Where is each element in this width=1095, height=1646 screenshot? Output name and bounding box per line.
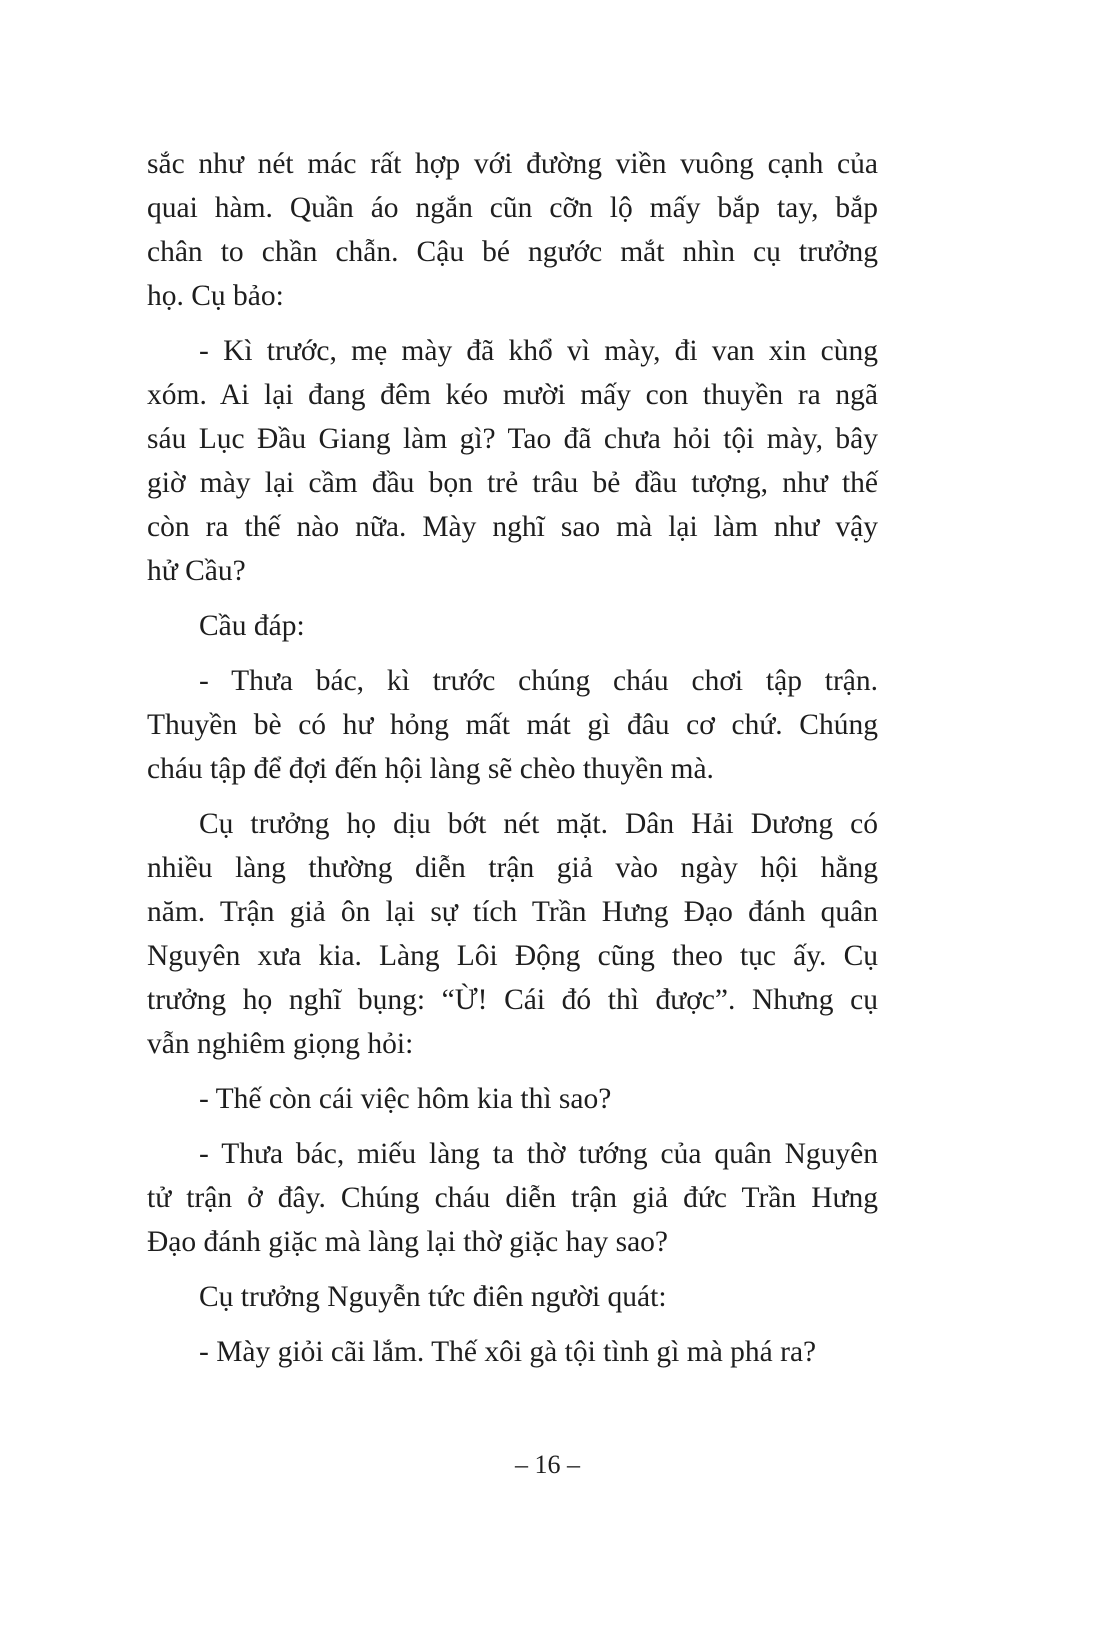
text-line: tử trận ở đây. Chúng cháu diễn trận giả đức Trần Hưng (147, 1182, 878, 1214)
paragraph (147, 802, 878, 1066)
page-body (147, 142, 878, 1385)
text-line: giờ mày lại cầm đầu bọn trẻ trâu bẻ đầu tượng, như thế (147, 467, 878, 499)
page-number: – 16 – (515, 1450, 580, 1479)
text-line: cháu tập để đợi đến hội làng sẽ chèo thuyền mà. (147, 753, 714, 785)
paragraph (147, 1275, 878, 1319)
text-line: sáu Lục Đầu Giang làm gì? Tao đã chưa hỏi tội mày, bây (147, 423, 878, 455)
paragraph (147, 142, 878, 318)
text-line: - Thưa bác, miếu làng ta thờ tướng của quân Nguyên (199, 1138, 878, 1170)
text-line: còn ra thế nào nữa. Mày nghĩ sao mà lại làm như vậy (147, 511, 878, 543)
text-line: - Thưa bác, kì trước chúng cháu chơi tập trận. (199, 665, 878, 697)
text-line: sắc như nét mác rất hợp với đường viền vuông cạnh của (147, 148, 878, 180)
paragraph (147, 659, 878, 791)
paragraph (147, 1077, 878, 1121)
text-line: họ. Cụ bảo: (147, 280, 284, 312)
text-line: Đạo đánh giặc mà làng lại thờ giặc hay sao? (147, 1226, 669, 1258)
paragraph (147, 1132, 878, 1264)
text-line: chân to chần chẫn. Cậu bé ngước mắt nhìn cụ trưởng (147, 236, 878, 268)
text-line: - Mày giỏi cãi lắm. Thế xôi gà tội tình gì mà phá ra? (199, 1336, 817, 1368)
text-line: - Kì trước, mẹ mày đã khổ vì mày, đi van xin cùng (199, 335, 878, 367)
text-line: Cầu đáp: (199, 610, 305, 642)
text-line: Thuyền bè có hư hỏng mất mát gì đâu cơ chứ. Chúng (147, 709, 878, 741)
paragraph (147, 329, 878, 593)
text-line: Nguyên xưa kia. Làng Lôi Động cũng theo tục ấy. Cụ (147, 940, 878, 972)
text-line: Cụ trưởng Nguyễn tức điên người quát: (199, 1281, 667, 1313)
paragraph (147, 1330, 878, 1374)
text-line: quai hàm. Quần áo ngắn cũn cỡn lộ mấy bắp tay, bắp (147, 192, 878, 224)
paragraph (147, 604, 878, 648)
text-line: vẫn nghiêm giọng hỏi: (147, 1028, 414, 1060)
text-line: Cụ trưởng họ dịu bớt nét mặt. Dân Hải Dương có (199, 808, 878, 840)
text-line: xóm. Ai lại đang đêm kéo mười mấy con thuyền ra ngã (147, 379, 878, 411)
text-line: trưởng họ nghĩ bụng: “Ừ! Cái đó thì được”. Nhưng cụ (147, 984, 878, 1016)
text-line: - Thế còn cái việc hôm kia thì sao? (199, 1083, 612, 1115)
text-line: hử Cầu? (147, 555, 246, 587)
text-line: năm. Trận giả ôn lại sự tích Trần Hưng Đạo đánh quân (147, 896, 878, 928)
text-line: nhiều làng thường diễn trận giả vào ngày hội hằng (147, 852, 878, 884)
